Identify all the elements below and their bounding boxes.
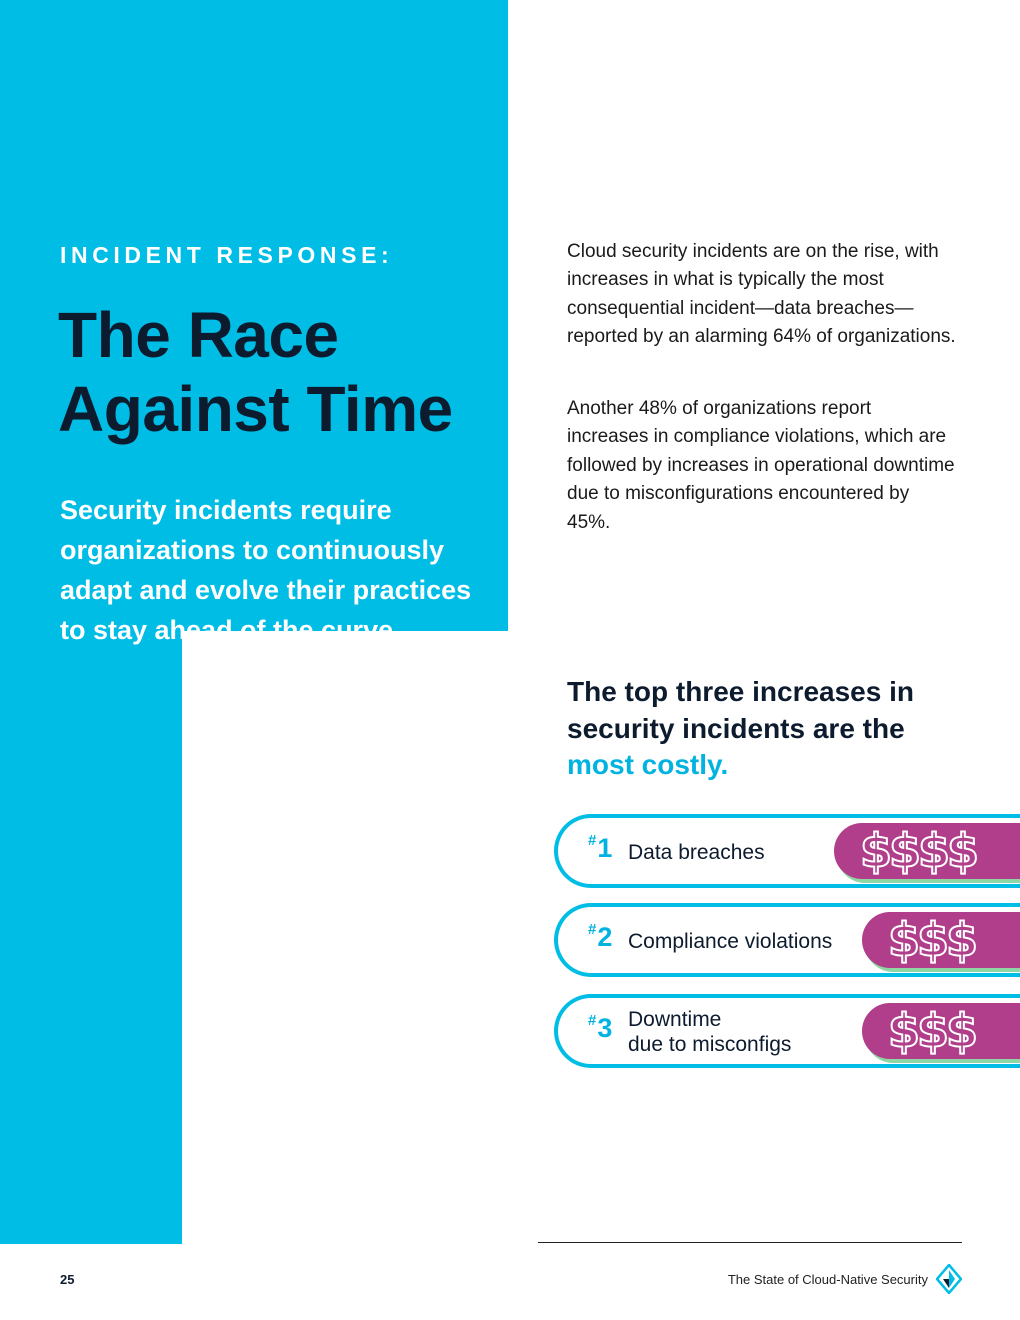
- body-paragraph-1: Cloud security incidents are on the rise, with increases in what is typically the most consequential incident—data breaches—reported by an alarming 64% of organizations.: [567, 241, 956, 348]
- cost-badge: [862, 912, 1020, 968]
- callout-text: The top three increases in security incidents are the: [567, 676, 914, 744]
- cost-badge: [834, 823, 1020, 879]
- cost-badge: [862, 1003, 1020, 1059]
- footer-divider: [538, 1242, 962, 1243]
- ranking-label: Downtime due to misconfigs: [628, 1008, 792, 1056]
- ranking-label: Data breaches: [628, 841, 765, 864]
- ranking-item-1: [554, 814, 1020, 888]
- ranking-label: Compliance violations: [628, 930, 833, 953]
- ranking-item-3: [554, 994, 1020, 1068]
- prisma-logo-icon: [936, 1264, 962, 1294]
- callout-accent: most costly.: [567, 749, 729, 780]
- white-inset-block: [182, 631, 522, 1271]
- rank-number: #2: [588, 921, 613, 952]
- footer-title: The State of Cloud-Native Security: [727, 1272, 928, 1287]
- dollar-signs-icon: $$$$: [860, 824, 977, 878]
- page-headline: The Race Against Time: [58, 299, 453, 445]
- dollar-signs-icon: $$$: [888, 913, 976, 967]
- rank-number: #3: [588, 1012, 613, 1043]
- callout-heading: [567, 674, 967, 784]
- rank-number: #1: [588, 832, 613, 863]
- section-kicker: INCIDENT RESPONSE:: [60, 242, 394, 268]
- page-subhead: Security incidents require organizations to continuously adapt and evolve their practices to stay ahead of the curve.: [60, 495, 472, 645]
- page-number: 25: [60, 1272, 75, 1287]
- dollar-signs-icon: $$$: [888, 1004, 976, 1058]
- ranking-item-2: [554, 903, 1020, 977]
- body-paragraph-2: Another 48% of organizations report increases in compliance violations, which are followed by increases in operational downtime due to misconfigurations encountered by 45%.: [567, 398, 955, 533]
